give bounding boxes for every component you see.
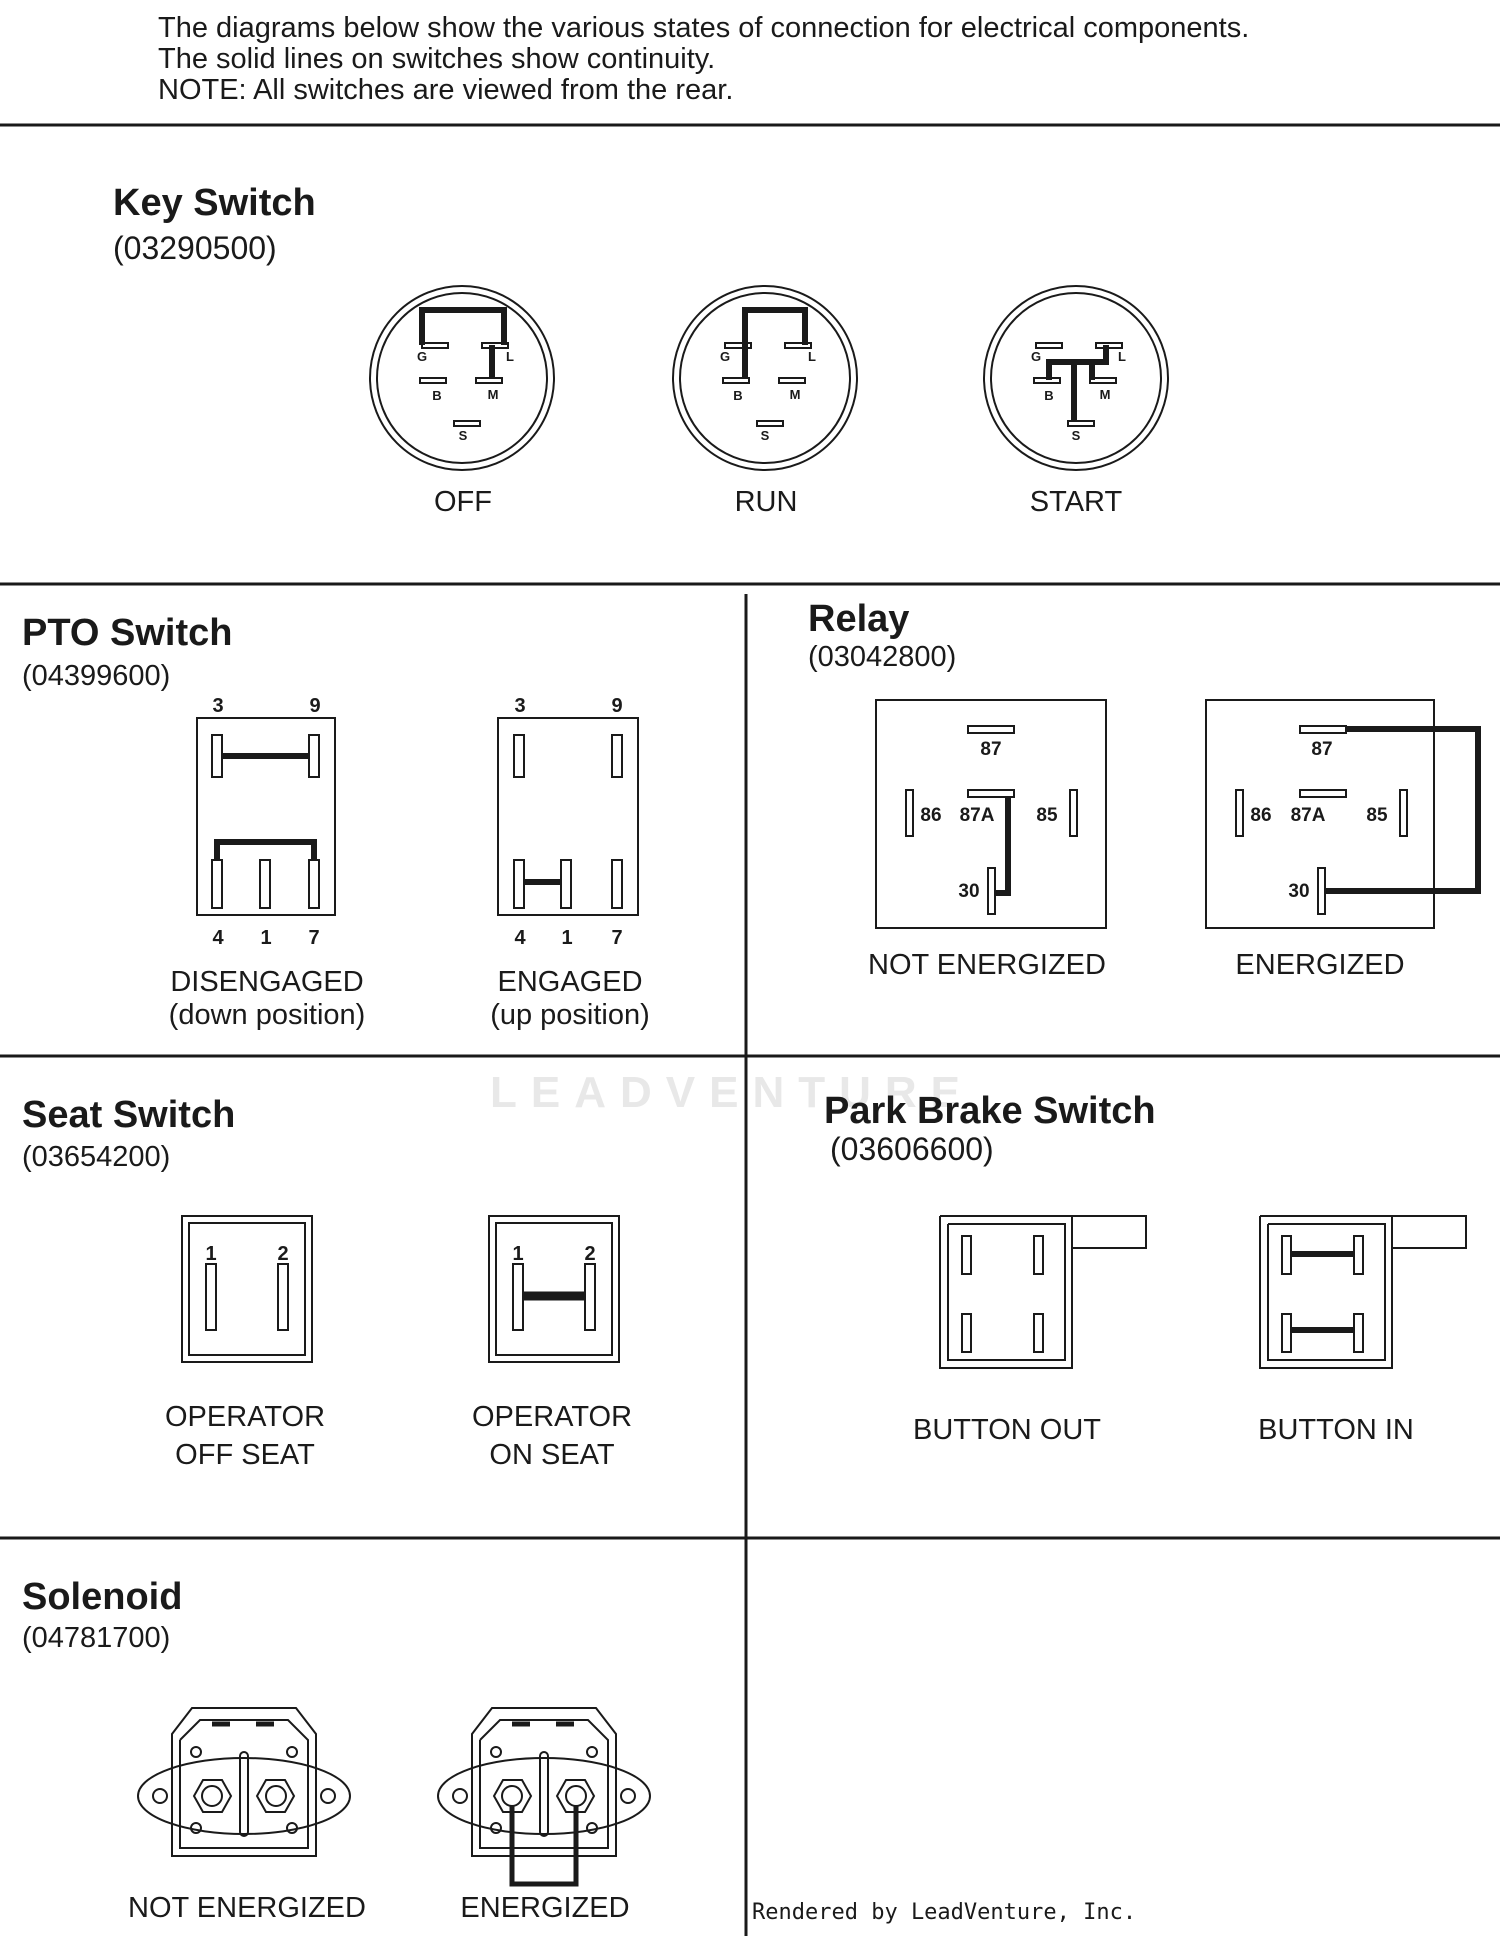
key-switch-part: (03290500) bbox=[113, 230, 277, 266]
park-brake-button-in bbox=[1260, 1216, 1466, 1368]
relay-a-terminal-30: 30 bbox=[958, 881, 980, 902]
key-start-terminal-b: B bbox=[1044, 388, 1054, 403]
pto-b-pin-3: 3 bbox=[514, 695, 526, 717]
seat-state-on-line1: OPERATOR bbox=[471, 1401, 633, 1433]
key-run-terminal-l: L bbox=[808, 349, 816, 364]
solenoid-state-energized: ENERGIZED bbox=[460, 1892, 630, 1924]
seat-switch-title: Seat Switch bbox=[22, 1094, 236, 1136]
solenoid-not-energized bbox=[138, 1708, 350, 1856]
park-brake-state-out: BUTTON OUT bbox=[913, 1414, 1101, 1446]
seat-state-on-line2: ON SEAT bbox=[489, 1439, 615, 1471]
pto-a-pin-9: 9 bbox=[309, 695, 321, 717]
seat-switch-on bbox=[489, 1216, 619, 1362]
solenoid-energized bbox=[438, 1708, 650, 1884]
key-start-terminal-g: G bbox=[1030, 349, 1042, 364]
pto-switch-part: (04399600) bbox=[22, 660, 171, 692]
relay-b-terminal-85: 85 bbox=[1366, 805, 1388, 826]
pto-b-pin-7: 7 bbox=[611, 927, 623, 949]
seat-a-pin-2: 2 bbox=[277, 1243, 289, 1265]
key-off-terminal-s: S bbox=[458, 428, 468, 443]
park-brake-part: (03606600) bbox=[830, 1131, 994, 1167]
key-state-start: START bbox=[1029, 486, 1123, 518]
intro-line-2: The solid lines on switches show continuity. bbox=[158, 43, 716, 75]
seat-switch-off bbox=[182, 1216, 312, 1362]
watermark: LEADVENTURE bbox=[490, 1068, 975, 1117]
pto-switch-title: PTO Switch bbox=[22, 612, 233, 654]
pto-switch-engaged bbox=[498, 718, 638, 915]
key-run-terminal-b: B bbox=[733, 388, 743, 403]
relay-state-energized: ENERGIZED bbox=[1235, 949, 1405, 981]
park-brake-title: Park Brake Switch bbox=[824, 1090, 1156, 1132]
key-run-terminal-s: S bbox=[760, 428, 770, 443]
relay-a-terminal-86: 86 bbox=[920, 805, 942, 826]
pto-a-pin-3: 3 bbox=[212, 695, 224, 717]
key-state-off: OFF bbox=[434, 486, 492, 518]
key-run-terminal-g: G bbox=[719, 349, 731, 364]
key-off-terminal-m: M bbox=[487, 387, 499, 402]
relay-b-terminal-86: 86 bbox=[1250, 805, 1272, 826]
key-start-terminal-s: S bbox=[1071, 428, 1081, 443]
relay-a-terminal-87a: 87A bbox=[959, 805, 995, 826]
relay-b-terminal-87: 87 bbox=[1311, 739, 1333, 760]
relay-a-terminal-85: 85 bbox=[1036, 805, 1058, 826]
relay-energized bbox=[1206, 700, 1478, 928]
pto-b-pin-1: 1 bbox=[561, 927, 573, 949]
intro-line-3: NOTE: All switches are viewed from the rear. bbox=[158, 74, 734, 106]
key-start-terminal-m: M bbox=[1099, 387, 1111, 402]
solenoid-part: (04781700) bbox=[22, 1622, 171, 1654]
relay-b-terminal-30: 30 bbox=[1288, 881, 1310, 902]
key-off-terminal-b: B bbox=[432, 388, 442, 403]
footer-credit: Rendered by LeadVenture, Inc. bbox=[752, 1900, 1137, 1925]
seat-a-pin-1: 1 bbox=[205, 1243, 217, 1265]
key-switch-title: Key Switch bbox=[113, 182, 316, 224]
seat-state-off-line1: OPERATOR bbox=[164, 1401, 326, 1433]
relay-a-terminal-87: 87 bbox=[980, 739, 1002, 760]
key-start-terminal-l: L bbox=[1118, 349, 1126, 364]
pto-state-engaged-note: (up position) bbox=[490, 999, 650, 1031]
solenoid-state-not-energized: NOT ENERGIZED bbox=[128, 1892, 366, 1924]
park-brake-button-out bbox=[940, 1216, 1146, 1368]
pto-a-pin-7: 7 bbox=[308, 927, 320, 949]
seat-switch-part: (03654200) bbox=[22, 1141, 171, 1173]
relay-title: Relay bbox=[808, 598, 910, 640]
pto-a-pin-4: 4 bbox=[212, 927, 224, 949]
pto-a-pin-1: 1 bbox=[260, 927, 272, 949]
seat-b-pin-2: 2 bbox=[584, 1243, 596, 1265]
pto-switch-disengaged bbox=[197, 718, 335, 915]
relay-state-not-energized: NOT ENERGIZED bbox=[868, 949, 1106, 981]
pto-b-pin-4: 4 bbox=[514, 927, 526, 949]
pto-b-pin-9: 9 bbox=[611, 695, 623, 717]
relay-part: (03042800) bbox=[808, 641, 957, 673]
pto-state-engaged: ENGAGED bbox=[497, 966, 643, 998]
park-brake-state-in: BUTTON IN bbox=[1258, 1414, 1414, 1446]
seat-b-pin-1: 1 bbox=[512, 1243, 524, 1265]
intro-line-1: The diagrams below show the various states of connection for electrical components. bbox=[158, 12, 1250, 44]
key-off-terminal-l: L bbox=[506, 349, 514, 364]
pto-state-disengaged-note: (down position) bbox=[168, 999, 366, 1031]
relay-b-terminal-87a: 87A bbox=[1290, 805, 1326, 826]
pto-state-disengaged: DISENGAGED bbox=[170, 966, 364, 998]
key-state-run: RUN bbox=[734, 486, 798, 518]
seat-state-off-line2: OFF SEAT bbox=[175, 1439, 315, 1471]
key-run-terminal-m: M bbox=[789, 387, 801, 402]
solenoid-title: Solenoid bbox=[22, 1576, 183, 1618]
key-off-terminal-g: G bbox=[416, 349, 428, 364]
